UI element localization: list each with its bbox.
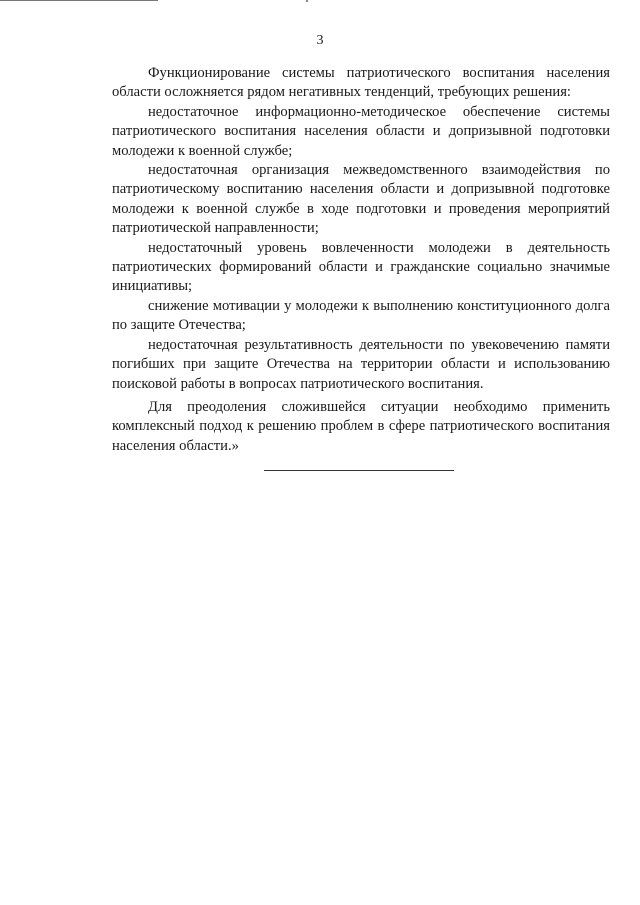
list-item-methodological-support: недостаточное информационно-методическое обеспечение системы патриотического воспитания населения области и допризывной подготовки молодежи к военной службе; [112,103,610,159]
list-item-motivation-decline: снижение мотивации у молодежи к выполнению конституционного долга по защите Отечества; [112,297,610,334]
paragraph-conclusion: Для преодоления сложившейся ситуации необходимо применить комплексный подход к решению проблем в сфере патриотического воспитания населения области.» [112,398,610,454]
document-body [112,64,610,471]
scan-artifact-dot [306,0,308,2]
paragraph-intro: Функционирование системы патриотического воспитания населения области осложняется рядом негативных тенденций, требующих решения: [112,65,610,101]
list-item-memory-perpetuation: недостаточная результативность деятельности по увековечению памяти погибших при защите Отечества на территории области и использованию поисковой работы в вопросах патриотического воспитания. [112,336,610,392]
scan-artifact-line [0,0,158,1]
list-item-youth-involvement: недостаточный уровень вовлеченности молодежи в деятельность патриотических формирований области и гражданские социально значимые инициативы; [112,239,610,295]
end-of-text-rule [264,470,454,471]
list-item-interagency-cooperation: недостаточная организация межведомственного взаимодействия по патриотическому воспитанию населения области и допризывной подготовке молодежи к военной службе в ходе подготовки и проведения мероприятий патриотической направленности; [112,162,610,237]
page-number: 3 [316,33,324,48]
